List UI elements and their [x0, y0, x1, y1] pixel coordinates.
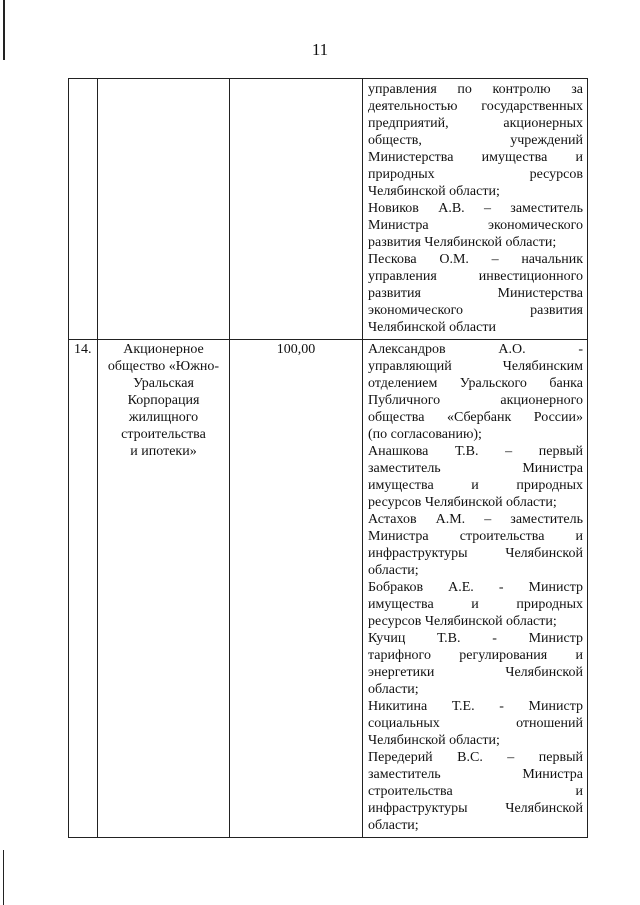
- member-line: инфраструктуры Челябинской: [368, 546, 583, 561]
- member-line: Пескова О.М. – начальник: [368, 252, 583, 267]
- row-2-number: 14.: [74, 342, 92, 357]
- org-line: общество «Южно-: [107, 359, 220, 374]
- member-line: экономического развития: [368, 303, 583, 318]
- member-line: развития Челябинской области;: [368, 235, 557, 250]
- member-line: социальных отношений: [368, 716, 583, 731]
- member-line: Министра строительства и: [368, 529, 583, 544]
- member-line: управляющий Челябинским: [368, 359, 583, 374]
- column-divider-3: [362, 79, 363, 837]
- member-line: Челябинской области;: [368, 184, 500, 199]
- member-line: Астахов А.М. – заместитель: [368, 512, 583, 527]
- member-line: Челябинской области;: [368, 733, 500, 748]
- org-line: строительства: [121, 427, 206, 442]
- member-line: имущества и природных: [368, 597, 583, 612]
- member-line: ресурсов Челябинской области;: [368, 614, 557, 629]
- member-line: инфраструктуры Челябинской: [368, 801, 583, 816]
- row-2-amount: 100,00: [276, 342, 316, 357]
- document-table: [68, 78, 588, 838]
- member-line: Челябинской области: [368, 320, 496, 335]
- member-line: энергетики Челябинской: [368, 665, 583, 680]
- org-line: Уральская: [133, 376, 194, 391]
- row-1-members: [368, 81, 583, 336]
- member-line: области;: [368, 563, 419, 578]
- org-line: Акционерное: [123, 342, 204, 357]
- member-line: ресурсов Челябинской области;: [368, 495, 557, 510]
- column-divider-2: [229, 79, 230, 837]
- row-divider: [69, 339, 587, 340]
- row-2-members: [368, 341, 583, 834]
- member-line: общества «Сбербанк России»: [368, 410, 583, 425]
- member-line: природных ресурсов: [368, 167, 583, 182]
- org-line: жилищного: [128, 410, 199, 425]
- member-line: заместитель Министра: [368, 461, 583, 476]
- member-line: Новиков А.В. – заместитель: [368, 201, 583, 216]
- member-line: предприятий, акционерных: [368, 116, 583, 131]
- member-line: Александров А.О. -: [368, 342, 583, 357]
- page-number: 11: [311, 40, 329, 59]
- member-line: развития Министерства: [368, 286, 583, 301]
- member-line: области;: [368, 682, 419, 697]
- member-line: деятельностью государственных: [368, 99, 583, 114]
- member-line: Анашкова Т.В. – первый: [368, 444, 583, 459]
- org-line: Корпорация: [127, 393, 200, 408]
- member-line: имущества и природных: [368, 478, 583, 493]
- left-margin-line-bottom: [3, 850, 4, 905]
- member-line: управления по контролю за: [368, 82, 583, 97]
- member-line: отделением Уральского банка: [368, 376, 583, 391]
- member-line: заместитель Министра: [368, 767, 583, 782]
- member-line: Бобраков А.Е. - Министр: [368, 580, 583, 595]
- member-line: Передерий В.С. – первый: [368, 750, 583, 765]
- member-line: Кучиц Т.В. - Министр: [368, 631, 583, 646]
- member-line: области;: [368, 818, 419, 833]
- member-line: Никитина Т.Е. - Министр: [368, 699, 583, 714]
- member-line: Министерства имущества и: [368, 150, 583, 165]
- member-line: Публичного акционерного: [368, 393, 583, 408]
- row-2-organization: [98, 341, 229, 460]
- org-line: и ипотеки»: [130, 444, 197, 459]
- member-line: Министра экономического: [368, 218, 583, 233]
- member-line: (по согласованию);: [368, 427, 482, 442]
- member-line: управления инвестиционного: [368, 269, 583, 284]
- member-line: строительства и: [368, 784, 583, 799]
- member-line: обществ, учреждений: [368, 133, 583, 148]
- member-line: тарифного регулирования и: [368, 648, 583, 663]
